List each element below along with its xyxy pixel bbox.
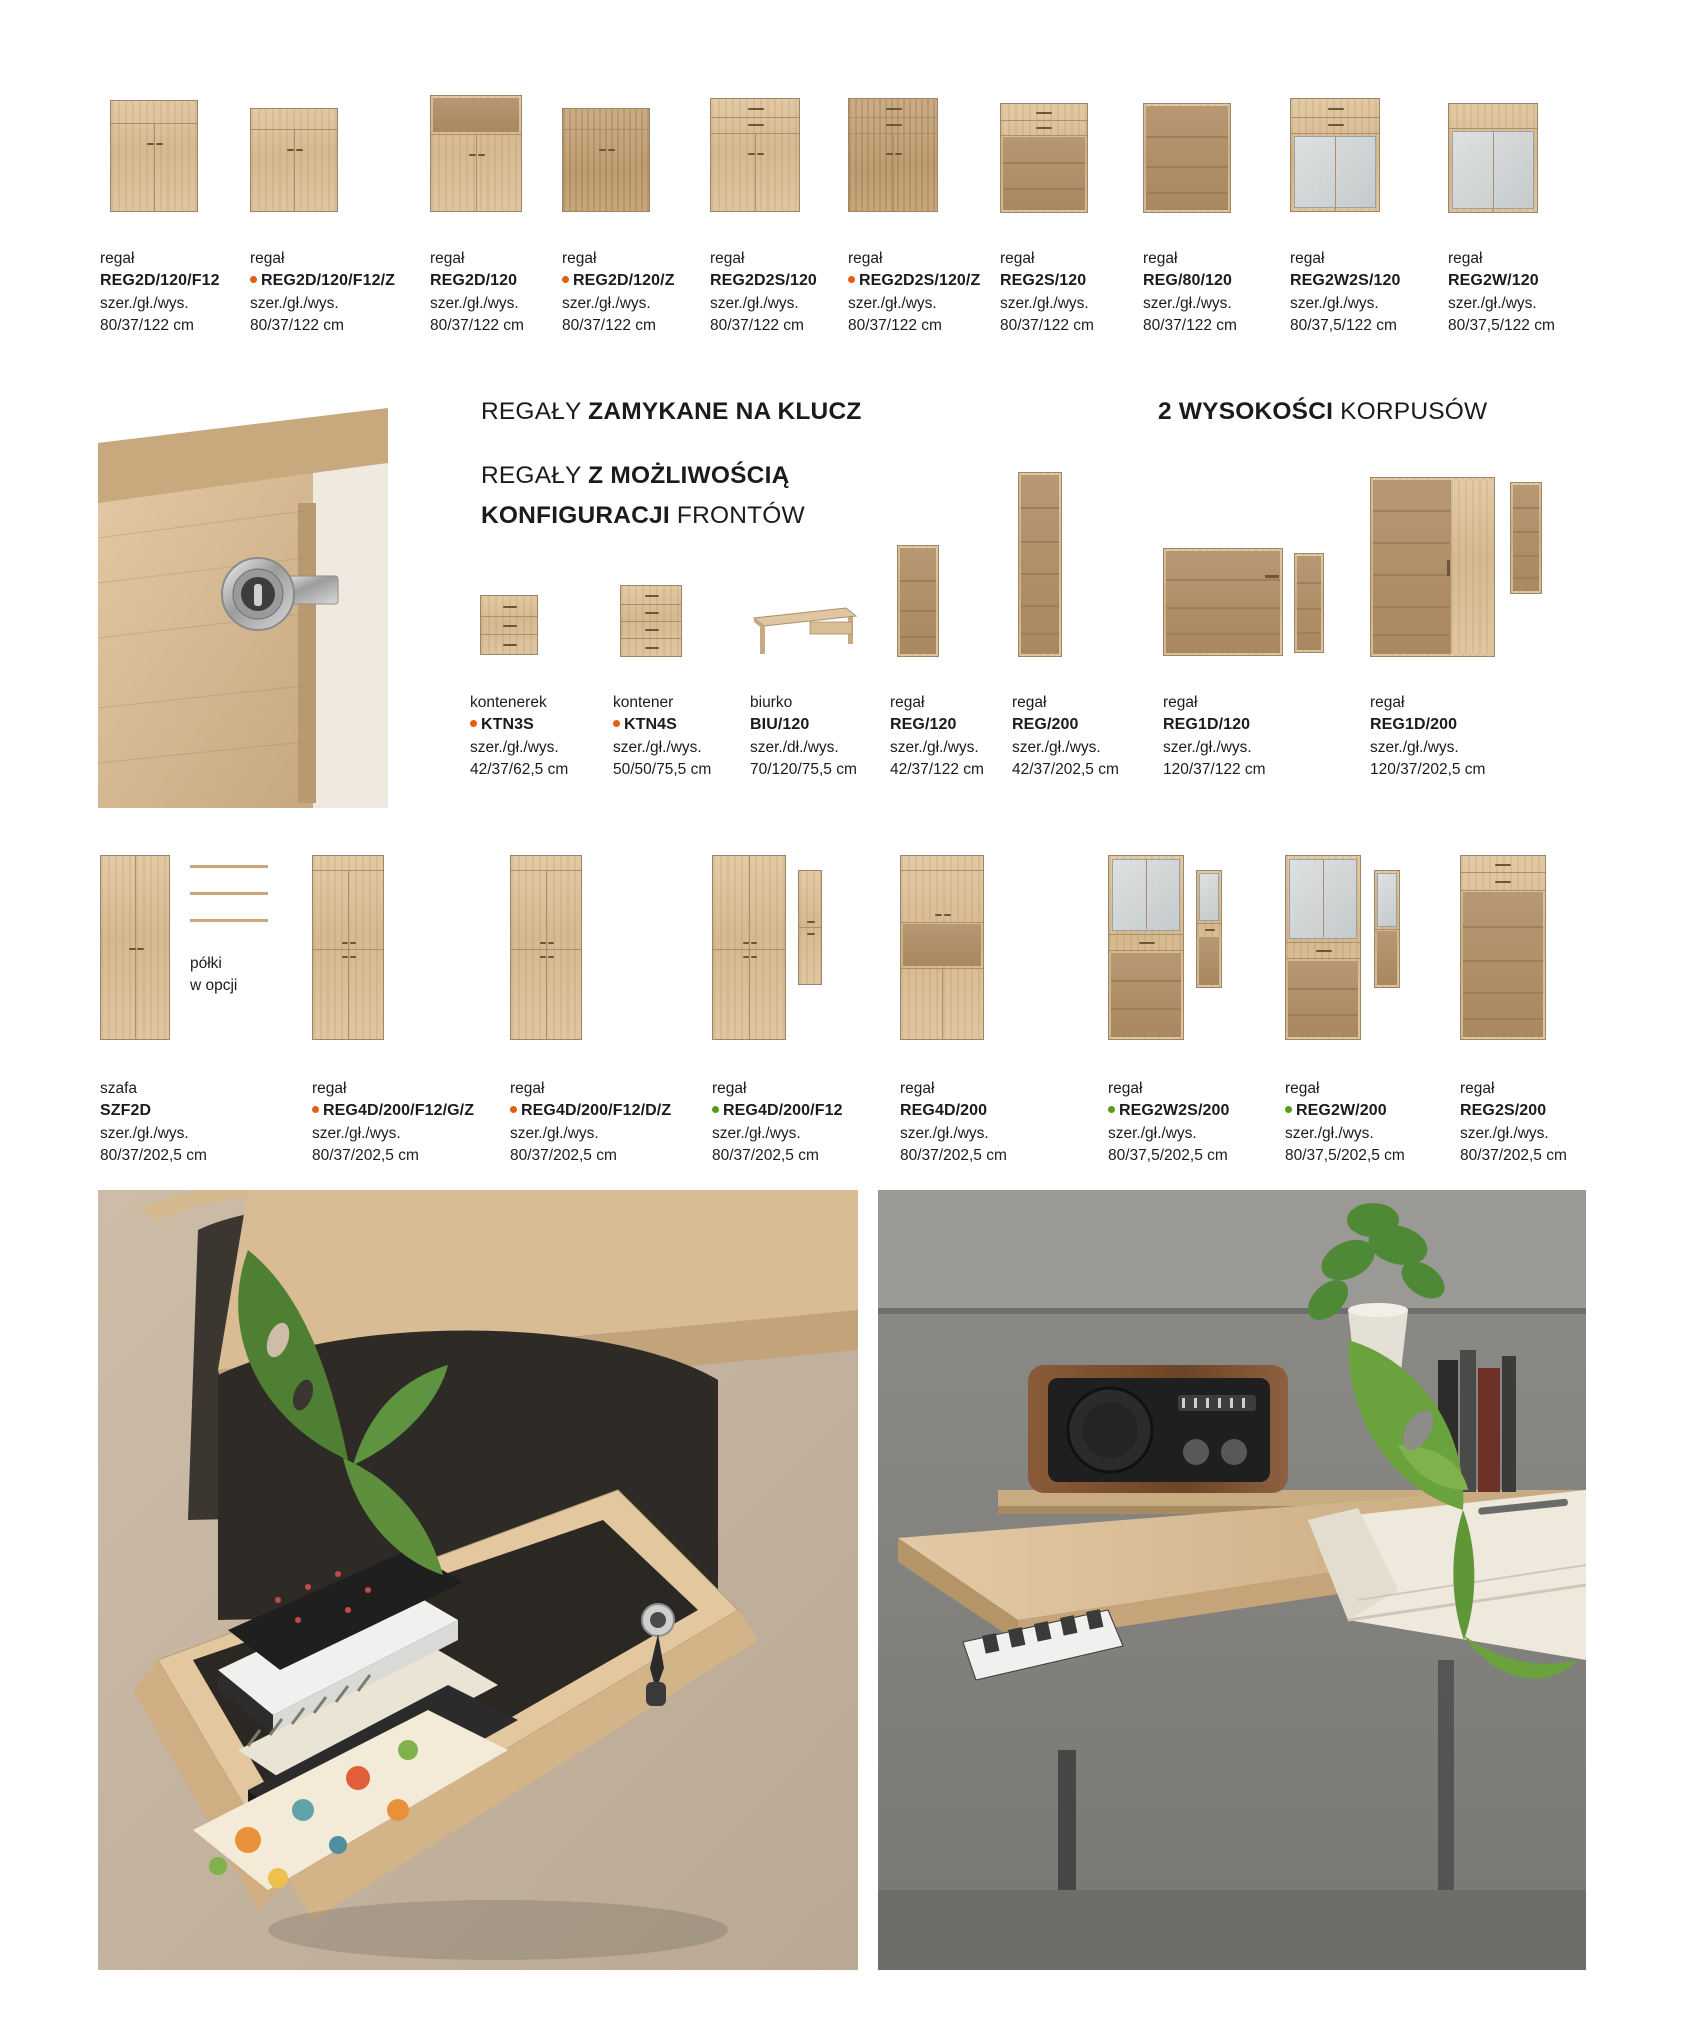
product-row2-5-side (1294, 553, 1324, 653)
product-caption-row2-6 (1370, 692, 1550, 781)
product-caption-row2-1 (613, 692, 753, 781)
product-dims: 80/37,5/202,5 cm (1285, 1146, 1405, 1164)
product-kind: regał (1012, 694, 1047, 711)
marker-dot-orange (562, 276, 569, 283)
product-kind: kontenerek (470, 694, 547, 711)
product-code: REG1D/200 (1370, 716, 1458, 733)
product-dim-label: szer./dł./wys. (750, 738, 839, 756)
shelves-option-line1: półki (190, 955, 222, 972)
product-dims: 42/37/202,5 cm (1012, 760, 1119, 778)
product-kind: regał (900, 1080, 935, 1097)
product-row3-6 (1285, 855, 1361, 1040)
heading-heights (1158, 398, 1487, 426)
product-row1-6 (1000, 103, 1088, 213)
product-dim-label: szer./gł./wys. (710, 294, 799, 312)
product-dims: 80/37/202,5 cm (312, 1146, 419, 1164)
product-kind: regał (1108, 1080, 1143, 1097)
product-dims: 42/37/122 cm (890, 760, 984, 778)
heading-heights-post: KORPUSÓW (1333, 398, 1488, 425)
product-kind: regał (430, 250, 465, 267)
product-caption-row1-4 (710, 248, 870, 337)
product-row3-2 (510, 855, 582, 1040)
product-code: REG2D2S/120/Z (848, 270, 1018, 293)
marker-dot-orange (312, 1106, 319, 1113)
product-caption-row3-3 (712, 1078, 887, 1167)
product-dim-label: szer./gł./wys. (312, 1124, 401, 1142)
product-kind: regał (250, 250, 285, 267)
product-dim-label: szer./gł./wys. (1143, 294, 1232, 312)
product-dim-label: szer./gł./wys. (470, 738, 559, 756)
product-caption-row2-4 (1012, 692, 1157, 781)
product-caption-row1-7 (1143, 248, 1303, 337)
product-row3-3 (712, 855, 786, 1040)
product-code: REG2W2S/120 (1290, 272, 1401, 289)
heading-heights-bold: 2 WYSOKOŚCI (1158, 398, 1334, 425)
product-code: REG/120 (890, 716, 957, 733)
product-code: REG/80/120 (1143, 272, 1233, 289)
product-row2-6-side (1510, 482, 1542, 594)
product-code: REG2D/120/Z (562, 270, 722, 293)
product-row3-7 (1460, 855, 1546, 1040)
product-caption-row1-9 (1448, 248, 1623, 337)
marker-dot-orange (250, 276, 257, 283)
product-dim-label: szer./gł./wys. (1460, 1124, 1549, 1142)
product-caption-row2-2 (750, 692, 900, 781)
heading-config-pre: REGAŁY (481, 462, 589, 489)
product-kind: regał (1460, 1080, 1495, 1097)
product-kind: regał (510, 1080, 545, 1097)
product-dim-label: szer./gł./wys. (890, 738, 979, 756)
heading-lock-pre: REGAŁY (481, 398, 589, 425)
product-dims: 80/37/202,5 cm (712, 1146, 819, 1164)
marker-dot-green (712, 1106, 719, 1113)
shelves-option-note (190, 953, 237, 996)
product-dims: 120/37/122 cm (1163, 760, 1266, 778)
product-kind: regał (1290, 250, 1325, 267)
product-row2-0 (480, 595, 538, 655)
photo-radio-shelf-svg (878, 1190, 1586, 1970)
product-code: REG2D/120 (430, 272, 518, 289)
product-code: REG/200 (1012, 716, 1079, 733)
product-dims: 80/37/122 cm (710, 316, 804, 334)
heading-config-bold: Z MOŻLIWOŚCIĄ (588, 462, 790, 489)
product-code: REG4D/200/F12/G/Z (312, 1100, 502, 1123)
product-dims: 80/37/202,5 cm (900, 1146, 1007, 1164)
product-caption-row3-6 (1285, 1078, 1465, 1167)
product-caption-row2-3 (890, 692, 1030, 781)
product-code: REG2S/120 (1000, 272, 1087, 289)
product-row2-1 (620, 585, 682, 657)
product-caption-row1-6 (1000, 248, 1160, 337)
product-dim-label: szer./gł./wys. (430, 294, 519, 312)
product-code: KTN4S (613, 714, 753, 737)
heading-config-post: FRONTÓW (669, 502, 805, 529)
product-dim-label: szer./gł./wys. (562, 294, 651, 312)
product-kind: regał (562, 250, 597, 267)
desk-illustration (750, 600, 860, 658)
product-row3-6-side (1374, 870, 1400, 988)
product-kind: regał (1163, 694, 1198, 711)
product-caption-row2-5 (1163, 692, 1333, 781)
product-caption-row1-1 (250, 248, 410, 337)
product-kind: kontener (613, 694, 674, 711)
product-code: BIU/120 (750, 716, 810, 733)
product-code: REG4D/200/F12 (712, 1100, 887, 1123)
marker-dot-orange (510, 1106, 517, 1113)
product-row1-1 (250, 108, 338, 212)
product-dim-label: szer./gł./wys. (1108, 1124, 1197, 1142)
product-dims: 42/37/62,5 cm (470, 760, 569, 778)
product-illustration (100, 100, 188, 212)
product-row2-5 (1163, 548, 1283, 656)
product-dim-label: szer./gł./wys. (1370, 738, 1459, 756)
product-dim-label: szer./gł./wys. (900, 1124, 989, 1142)
product-code: REG2W2S/200 (1108, 1100, 1288, 1123)
lock-photo (98, 408, 388, 808)
product-kind: szafa (100, 1080, 138, 1097)
product-dims: 80/37,5/122 cm (1290, 316, 1397, 334)
product-caption-row3-2 (510, 1078, 700, 1167)
product-kind: regał (848, 250, 883, 267)
marker-dot-orange (848, 276, 855, 283)
product-caption-row2-0 (470, 692, 610, 781)
photo-drawer-lock (98, 1190, 858, 1970)
lock-photo-svg (98, 408, 388, 808)
product-row3-5-side (1196, 870, 1222, 988)
product-kind: biurko (750, 694, 793, 711)
product-dims: 80/37/122 cm (250, 316, 344, 334)
product-dims: 80/37/122 cm (1143, 316, 1237, 334)
product-row1-7 (1143, 103, 1231, 213)
product-code: REG1D/120 (1163, 716, 1251, 733)
product-dim-label: szer./gł./wys. (1448, 294, 1537, 312)
product-row1-8 (1290, 98, 1380, 212)
heading-config-line1 (481, 462, 789, 490)
product-dims: 80/37/122 cm (1000, 316, 1094, 334)
product-row1-2 (430, 95, 522, 212)
product-row2-3 (897, 545, 939, 657)
product-dims: 80/37/122 cm (562, 316, 656, 334)
product-dim-label: szer./gł./wys. (1000, 294, 1089, 312)
product-kind: regał (100, 250, 135, 267)
product-dim-label: szer./gł./wys. (1012, 738, 1101, 756)
product-row3-5 (1108, 855, 1184, 1040)
product-code: REG4D/200 (900, 1102, 988, 1119)
product-code: KTN3S (470, 714, 610, 737)
product-kind: regał (1000, 250, 1035, 267)
product-row3-3-side (798, 870, 822, 985)
product-dims: 120/37/202,5 cm (1370, 760, 1486, 778)
shelves-option-illustration (190, 865, 268, 922)
product-kind: regał (712, 1080, 747, 1097)
product-row1-0 (100, 100, 188, 212)
marker-dot-orange (470, 720, 477, 727)
marker-dot-green (1108, 1106, 1115, 1113)
product-dim-label: szer./gł./wys. (848, 294, 937, 312)
product-dim-label: szer./gł./wys. (1290, 294, 1379, 312)
product-row2-4 (1018, 472, 1062, 657)
product-caption-row3-4 (900, 1078, 1065, 1167)
product-code: REG4D/200/F12/D/Z (510, 1100, 700, 1123)
product-code: SZF2D (100, 1102, 152, 1119)
marker-dot-green (1285, 1106, 1292, 1113)
product-dims: 80/37/202,5 cm (100, 1146, 207, 1164)
product-dims: 80/37,5/202,5 cm (1108, 1146, 1228, 1164)
product-dim-label: szer./gł./wys. (510, 1124, 599, 1142)
product-code: REG2W/120 (1448, 272, 1539, 289)
product-dim-label: szer./gł./wys. (1163, 738, 1252, 756)
product-row3-1 (312, 855, 384, 1040)
product-caption-row1-5 (848, 248, 1018, 337)
heading-config-line2 (481, 502, 805, 530)
product-kind: regał (312, 1080, 347, 1097)
product-row2-6 (1370, 477, 1495, 657)
product-kind: regał (710, 250, 745, 267)
product-dim-label: szer./gł./wys. (712, 1124, 801, 1142)
product-kind: regał (890, 694, 925, 711)
product-row1-3 (562, 108, 650, 212)
product-dims: 80/37/202,5 cm (1460, 1146, 1567, 1164)
heading-lock-bold: ZAMYKANE NA KLUCZ (588, 398, 862, 425)
product-caption-row3-7 (1460, 1078, 1630, 1167)
product-row3-0 (100, 855, 170, 1040)
product-dims: 80/37,5/122 cm (1448, 316, 1555, 334)
product-caption-row1-3 (562, 248, 722, 337)
product-caption-row3-0 (100, 1078, 260, 1167)
product-caption-row1-8 (1290, 248, 1465, 337)
product-kind: regał (1143, 250, 1178, 267)
product-row1-4 (710, 98, 800, 212)
product-kind: regał (1370, 694, 1405, 711)
product-dim-label: szer./gł./wys. (100, 294, 189, 312)
product-code: REG2D/120/F12 (100, 272, 220, 289)
product-kind: regał (1448, 250, 1483, 267)
product-dim-label: szer./gł./wys. (613, 738, 702, 756)
product-kind: regał (1285, 1080, 1320, 1097)
heading-config-bold2: KONFIGURACJI (481, 502, 670, 529)
product-dim-label: szer./gł./wys. (1285, 1124, 1374, 1142)
product-dims: 80/37/122 cm (430, 316, 524, 334)
shelves-option-line2: w opcji (190, 976, 238, 994)
product-code: REG2S/200 (1460, 1102, 1547, 1119)
product-row1-9 (1448, 103, 1538, 213)
product-code: REG2W/200 (1285, 1100, 1465, 1123)
product-dims: 80/37/122 cm (848, 316, 942, 334)
product-caption-row1-0 (100, 248, 250, 337)
product-row1-5 (848, 98, 938, 212)
product-dims: 50/50/75,5 cm (613, 760, 712, 778)
product-code: REG2D/120/F12/Z (250, 270, 410, 293)
heading-lock (481, 398, 862, 426)
marker-dot-orange (613, 720, 620, 727)
product-row2-2 (750, 600, 860, 663)
photo-radio-shelf (878, 1190, 1586, 1970)
product-dim-label: szer./gł./wys. (100, 1124, 189, 1142)
photo-drawer-lock-svg (98, 1190, 858, 1970)
product-row3-4 (900, 855, 984, 1040)
product-dims: 70/120/75,5 cm (750, 760, 857, 778)
product-caption-row3-5 (1108, 1078, 1288, 1167)
product-caption-row3-1 (312, 1078, 502, 1167)
product-dims: 80/37/202,5 cm (510, 1146, 617, 1164)
product-code: REG2D2S/120 (710, 272, 817, 289)
product-dim-label: szer./gł./wys. (250, 294, 339, 312)
product-dims: 80/37/122 cm (100, 316, 194, 334)
